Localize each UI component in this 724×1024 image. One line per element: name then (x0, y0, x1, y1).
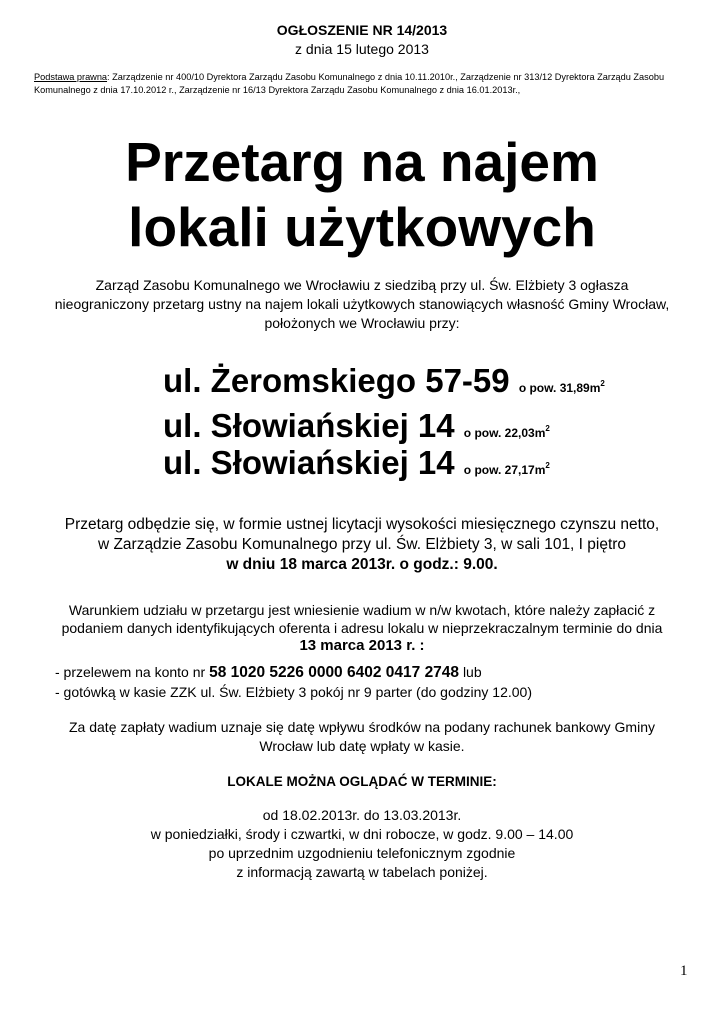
auction-date: w dniu 18 marca 2013r. o godz.: 9.00. (226, 556, 498, 573)
payment-transfer: - przelewem na konto nr 58 1020 5226 0000 6402 0417 2748 lub (55, 664, 482, 681)
legal-basis-text: : Zarządzenie nr 400/10 Dyrektora Zarządu Zasobu Komunalnego z dnia 10.11.2010r., Zarządzenie nr 313/12 Dyrektora Zarządu Zasobu Komunalnego z dnia 17.10.2012 r., Zarządzenie nr 16/13 Dyrektora Zarządu Zasobu Komunalnego z dnia 16.01.2013r., (34, 72, 665, 95)
page-number: 1 (680, 963, 688, 979)
intro-paragraph (30, 276, 694, 333)
address-item (163, 362, 605, 400)
address-street: ul. Słowiańskiej 14 (163, 407, 455, 444)
address-item (163, 407, 550, 445)
auction-line: w Zarządzie Zasobu Komunalnego przy ul. Św. Elżbiety 3, w sali 101, I piętro (97, 536, 627, 553)
viewing-heading: LOKALE MOŻNA OGLĄDAĆ W TERMINIE: (227, 774, 497, 789)
viewing-info: od 18.02.2013r. do 13.03.2013r. w poniedziałki, środy i czwartki, w dni robocze, w godz. 9.00 – 14.00 po uprzednim uzgodnieniu telefonicznym zgodnie z informacją zawartą w tabelach poniżej. (150, 807, 574, 880)
intro-line: położonych we Wrocławiu przy: (264, 315, 460, 331)
intro-line: nieograniczony przetarg ustny na najem lokali użytkowych stanowiących własność Gminy Wrocław, (54, 296, 670, 312)
intro-line: Zarząd Zasobu Komunalnego we Wrocławiu z siedzibą przy ul. Św. Elżbiety 3 ogłasza (95, 277, 629, 293)
headline-line-2: lokali użytkowych (128, 196, 596, 258)
legal-basis-label: Podstawa prawna (34, 72, 108, 82)
legal-basis (34, 71, 694, 96)
address-item (163, 444, 550, 482)
announcement-title: OGŁOSZENIE NR 14/2013 (276, 22, 448, 38)
payment-cash: - gotówką w kasie ZZK ul. Św. Elżbiety 3 pokój nr 9 parter (do godziny 12.00) (55, 684, 533, 700)
announcement-date: z dnia 15 lutego 2013 (295, 41, 429, 57)
address-street: ul. Słowiańskiej 14 (163, 444, 455, 481)
address-area: o pow. $31,89m^2$ (518, 379, 605, 395)
condition-line: podaniem danych identyfikujących oferenta i adresu lokalu w nieprzekraczalnym terminie do dnia (61, 620, 663, 636)
deposit-condition (40, 601, 684, 655)
bank-account-number: 58 1020 5226 0000 6402 0417 2748 (209, 664, 460, 681)
payment-date-note: Za datę zapłaty wadium uznaje się datę wpływu środków na podany rachunek bankowy Gminy Wrocław lub datę wpłaty w kasie. (69, 719, 655, 754)
auction-line: Przetarg odbędzie się, w formie ustnej licytacji wysokości miesięcznego czynszu netto, (64, 516, 660, 533)
address-street: ul. Żeromskiego 57-59 (163, 362, 510, 399)
headline-line-1: Przetarg na najem (125, 131, 599, 193)
auction-info (20, 515, 704, 575)
condition-line: Warunkiem udziału w przetargu jest wniesienie wadium w n/w kwotach, które należy zapłacić z (68, 602, 656, 618)
address-area: o pow. $27,17m^2$ (463, 461, 550, 477)
condition-deadline: 13 marca 2013 r. : (299, 637, 425, 654)
address-area: o pow. $22,03m^2$ (463, 424, 550, 440)
